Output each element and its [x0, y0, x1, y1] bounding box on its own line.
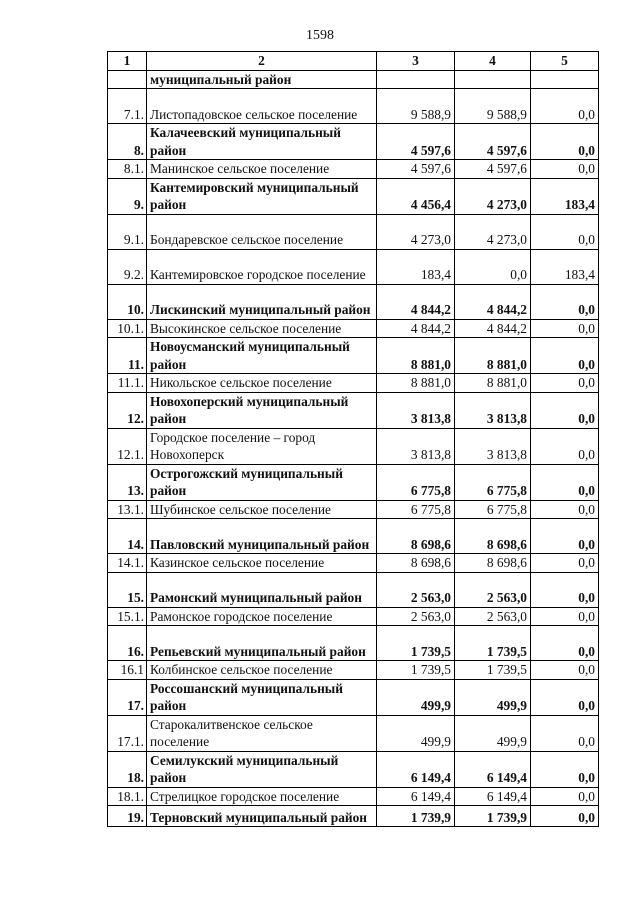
row-name: Манинское сельское поселение: [147, 160, 377, 179]
value-col-4: 3 813,8: [455, 392, 531, 428]
value-col-3: 1 739,9: [377, 806, 455, 827]
table-row: [108, 70, 599, 89]
value-col-5: 0,0: [531, 214, 599, 249]
value-col-3: 499,9: [377, 715, 455, 751]
value-col-5: 0,0: [531, 751, 599, 787]
table-row: [108, 249, 599, 284]
value-col-4: 2 563,0: [455, 572, 531, 607]
table-row: [108, 338, 599, 374]
value-col-5: 0,0: [531, 319, 599, 338]
value-col-5: 0,0: [531, 392, 599, 428]
value-col-5: 0,0: [531, 428, 599, 464]
value-col-3: [377, 70, 455, 89]
table-row: [108, 319, 599, 338]
table-row: [108, 428, 599, 464]
row-index: 17.: [108, 679, 147, 715]
row-name: Листопадовское сельское поселение: [147, 89, 377, 124]
value-col-5: 0,0: [531, 679, 599, 715]
value-col-5: 0,0: [531, 284, 599, 319]
row-index: 18.1.: [108, 787, 147, 806]
table-row: [108, 519, 599, 554]
value-col-4: 6 149,4: [455, 787, 531, 806]
table-row: [108, 374, 599, 393]
value-col-3: 6 775,8: [377, 500, 455, 519]
row-name: Шубинское сельское поселение: [147, 500, 377, 519]
row-index: 14.: [108, 519, 147, 554]
value-col-4: 4 273,0: [455, 214, 531, 249]
table-row: [108, 178, 599, 214]
row-name: Рамонское городское поселение: [147, 607, 377, 626]
value-col-5: 0,0: [531, 160, 599, 179]
value-col-3: 8 698,6: [377, 554, 455, 573]
value-col-3: 2 563,0: [377, 607, 455, 626]
value-col-5: 0,0: [531, 89, 599, 124]
value-col-4: 499,9: [455, 715, 531, 751]
value-col-4: 9 588,9: [455, 89, 531, 124]
row-name: Старокалитвенское сельское поселение: [147, 715, 377, 751]
value-col-5: 0,0: [531, 572, 599, 607]
value-col-5: 0,0: [531, 338, 599, 374]
value-col-4: 2 563,0: [455, 607, 531, 626]
value-col-3: 183,4: [377, 249, 455, 284]
column-header-2: 2: [147, 52, 377, 71]
value-col-4: 4 844,2: [455, 319, 531, 338]
value-col-5: 0,0: [531, 626, 599, 661]
value-col-4: 8 698,6: [455, 519, 531, 554]
row-index: 10.: [108, 284, 147, 319]
row-name: Семилукский муниципальный район: [147, 751, 377, 787]
value-col-5: 183,4: [531, 249, 599, 284]
value-col-3: 8 698,6: [377, 519, 455, 554]
table-row: [108, 751, 599, 787]
value-col-3: 1 739,5: [377, 661, 455, 680]
table-row: [108, 787, 599, 806]
table-row: [108, 284, 599, 319]
row-index: 13.: [108, 464, 147, 500]
row-index: 10.1.: [108, 319, 147, 338]
row-name: Кантемировский муниципальный район: [147, 178, 377, 214]
value-col-4: [455, 70, 531, 89]
row-index: 8.: [108, 124, 147, 160]
page-number: 1598: [306, 28, 334, 43]
table-row: [108, 89, 599, 124]
value-col-5: 0,0: [531, 500, 599, 519]
value-col-5: 0,0: [531, 554, 599, 573]
value-col-4: 6 775,8: [455, 464, 531, 500]
value-col-4: 4 597,6: [455, 124, 531, 160]
row-index: 15.: [108, 572, 147, 607]
value-col-4: 8 698,6: [455, 554, 531, 573]
value-col-4: 4 844,2: [455, 284, 531, 319]
table-row: [108, 679, 599, 715]
header-row: [108, 52, 599, 71]
row-index: 14.1.: [108, 554, 147, 573]
row-name: Острогожский муниципальный район: [147, 464, 377, 500]
value-col-4: 4 273,0: [455, 178, 531, 214]
row-name: Павловский муниципальный район: [147, 519, 377, 554]
value-col-4: 8 881,0: [455, 338, 531, 374]
row-name: Калачеевский муниципальный район: [147, 124, 377, 160]
row-name: Репьевский муниципальный район: [147, 626, 377, 661]
row-name: Новохоперский муниципальный район: [147, 392, 377, 428]
table-row: [108, 464, 599, 500]
table-row: [108, 607, 599, 626]
value-col-4: 4 597,6: [455, 160, 531, 179]
value-col-3: 2 563,0: [377, 572, 455, 607]
value-col-3: 6 149,4: [377, 751, 455, 787]
value-col-5: 0,0: [531, 124, 599, 160]
value-col-3: 4 273,0: [377, 214, 455, 249]
value-col-3: 4 597,6: [377, 160, 455, 179]
row-name: Городское поселение – город Новохоперск: [147, 428, 377, 464]
table-row: [108, 124, 599, 160]
row-index: 16.: [108, 626, 147, 661]
row-name: Колбинское сельское поселение: [147, 661, 377, 680]
row-name: Рамонский муниципальный район: [147, 572, 377, 607]
column-header-1: 1: [108, 52, 147, 71]
value-col-3: 3 813,8: [377, 428, 455, 464]
value-col-4: 1 739,5: [455, 661, 531, 680]
value-col-3: 6 149,4: [377, 787, 455, 806]
table-row: [108, 626, 599, 661]
row-name: Бондаревское сельское поселение: [147, 214, 377, 249]
row-index: 12.1.: [108, 428, 147, 464]
value-col-5: [531, 70, 599, 89]
row-index: 13.1.: [108, 500, 147, 519]
value-col-3: 3 813,8: [377, 392, 455, 428]
row-name: Высокинское сельское поселение: [147, 319, 377, 338]
value-col-4: 6 149,4: [455, 751, 531, 787]
row-name: Стрелицкое городское поселение: [147, 787, 377, 806]
value-col-3: 8 881,0: [377, 338, 455, 374]
table-row: [108, 392, 599, 428]
value-col-3: 8 881,0: [377, 374, 455, 393]
value-col-4: 499,9: [455, 679, 531, 715]
value-col-5: 0,0: [531, 607, 599, 626]
row-index: 15.1.: [108, 607, 147, 626]
row-index: 9.1.: [108, 214, 147, 249]
table-row: [108, 661, 599, 680]
value-col-3: 4 597,6: [377, 124, 455, 160]
table-row: [108, 214, 599, 249]
value-col-3: 4 844,2: [377, 284, 455, 319]
column-header-5: 5: [531, 52, 599, 71]
column-header-4: 4: [455, 52, 531, 71]
row-index: 19.: [108, 806, 147, 827]
row-name: Казинское сельское поселение: [147, 554, 377, 573]
column-header-3: 3: [377, 52, 455, 71]
value-col-4: 6 775,8: [455, 500, 531, 519]
row-name: муниципальный район: [147, 70, 377, 89]
value-col-5: 0,0: [531, 519, 599, 554]
value-col-5: 0,0: [531, 661, 599, 680]
value-col-5: 0,0: [531, 806, 599, 827]
row-index: [108, 70, 147, 89]
row-index: 12.: [108, 392, 147, 428]
value-col-3: 9 588,9: [377, 89, 455, 124]
value-col-5: 0,0: [531, 374, 599, 393]
row-name: Новоусманский муниципальный район: [147, 338, 377, 374]
value-col-5: 0,0: [531, 787, 599, 806]
table-row: [108, 806, 599, 827]
table-row: [108, 160, 599, 179]
row-name: Никольское сельское поселение: [147, 374, 377, 393]
value-col-5: 0,0: [531, 464, 599, 500]
row-name: Терновский муниципальный район: [147, 806, 377, 827]
row-name: Кантемировское городское поселение: [147, 249, 377, 284]
value-col-5: 0,0: [531, 715, 599, 751]
row-index: 18.: [108, 751, 147, 787]
row-index: 7.1.: [108, 89, 147, 124]
row-index: 8.1.: [108, 160, 147, 179]
row-index: 16.1: [108, 661, 147, 680]
row-index: 11.: [108, 338, 147, 374]
row-name: Лискинский муниципальный район: [147, 284, 377, 319]
table-row: [108, 572, 599, 607]
value-col-3: 6 775,8: [377, 464, 455, 500]
value-col-4: 3 813,8: [455, 428, 531, 464]
value-col-3: 499,9: [377, 679, 455, 715]
row-index: 11.1.: [108, 374, 147, 393]
table-row: [108, 554, 599, 573]
value-col-4: 0,0: [455, 249, 531, 284]
row-index: 9.: [108, 178, 147, 214]
value-col-4: 1 739,9: [455, 806, 531, 827]
row-index: 17.1.: [108, 715, 147, 751]
budget-table: [107, 51, 599, 827]
table-row: [108, 715, 599, 751]
value-col-4: 8 881,0: [455, 374, 531, 393]
row-name: Россошанский муниципальный район: [147, 679, 377, 715]
value-col-5: 183,4: [531, 178, 599, 214]
value-col-3: 1 739,5: [377, 626, 455, 661]
value-col-3: 4 844,2: [377, 319, 455, 338]
row-index: 9.2.: [108, 249, 147, 284]
value-col-3: 4 456,4: [377, 178, 455, 214]
table-body: [108, 70, 599, 827]
value-col-4: 1 739,5: [455, 626, 531, 661]
table-row: [108, 500, 599, 519]
